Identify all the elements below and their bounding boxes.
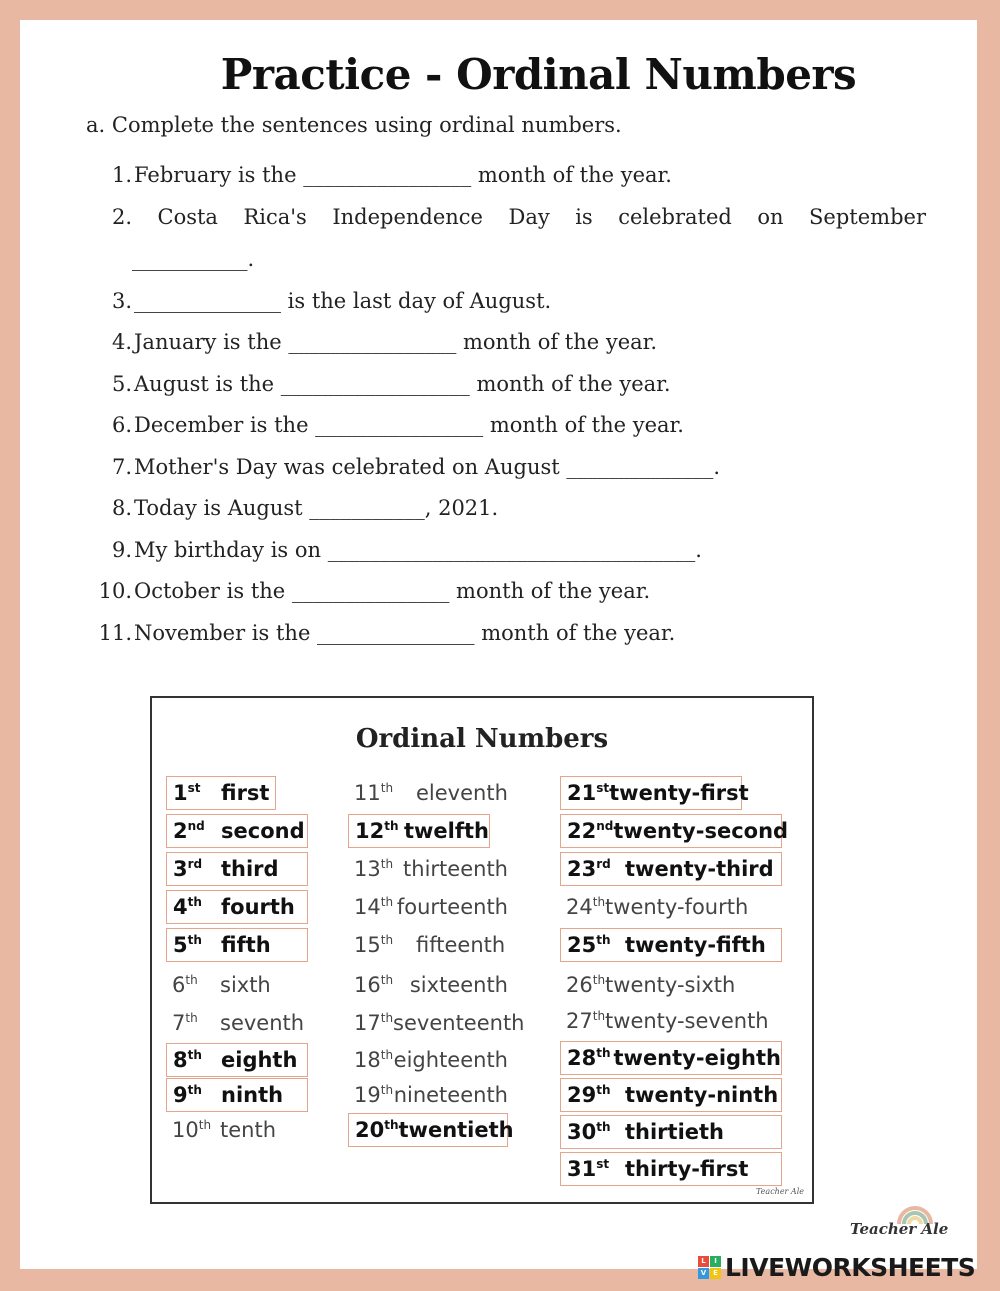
ordinal-word: nineteenth bbox=[393, 1083, 508, 1107]
ordinal-cell bbox=[166, 1043, 308, 1077]
logo-letter: L bbox=[698, 1256, 709, 1267]
question-text: August is the __________________ month of the year. bbox=[134, 372, 671, 396]
ordinal-cell bbox=[166, 890, 308, 924]
ordinal-cell bbox=[166, 968, 326, 1002]
ordinal-cell bbox=[560, 1041, 782, 1075]
question-text: My birthday is on ___________________________________. bbox=[134, 538, 702, 562]
ordinal-cell bbox=[166, 776, 276, 810]
ordinal-word: eighteenth bbox=[393, 1048, 508, 1072]
ordinal-number bbox=[166, 973, 220, 997]
ordinal-cell bbox=[348, 1078, 508, 1112]
ordinal-suffix: th bbox=[380, 781, 394, 795]
ordinal-suffix: nd bbox=[187, 819, 205, 833]
ordinal-word: eleventh bbox=[416, 781, 508, 805]
ordinal-digits: 10 bbox=[172, 1118, 199, 1142]
ordinal-cell bbox=[166, 1113, 326, 1147]
ordinal-digits: 19 bbox=[354, 1083, 381, 1107]
ordinal-word: twenty-fifth bbox=[625, 933, 766, 957]
question-text: February is the ________________ month of the year. bbox=[134, 163, 672, 187]
question-item bbox=[90, 579, 650, 603]
ordinal-number bbox=[348, 1083, 394, 1107]
ordinal-word: twenty-eighth bbox=[613, 1046, 781, 1070]
question-word: on bbox=[757, 205, 784, 229]
ordinal-digits: 21 bbox=[567, 781, 597, 805]
ordinal-word: thirtieth bbox=[625, 1120, 725, 1144]
ordinal-number bbox=[560, 973, 605, 997]
ordinal-word: thirty-first bbox=[625, 1157, 749, 1181]
liveworksheets-wordmark: LIVEWORKSHEETS bbox=[725, 1253, 976, 1282]
ordinal-suffix: th bbox=[380, 973, 394, 987]
question-number: 10. bbox=[98, 579, 132, 603]
ordinal-suffix: th bbox=[185, 973, 198, 987]
ordinal-digits: 23 bbox=[567, 857, 597, 881]
question-number: 3. bbox=[111, 289, 132, 313]
question-number: 2. bbox=[111, 205, 132, 229]
ordinal-cell bbox=[166, 852, 308, 886]
ordinal-cell bbox=[560, 928, 782, 962]
question-word: Costa bbox=[157, 205, 218, 229]
ordinal-suffix: th bbox=[187, 933, 202, 947]
ordinal-word: twenty-fourth bbox=[605, 895, 749, 919]
ordinal-suffix: th bbox=[596, 1120, 611, 1134]
ordinal-digits: 2 bbox=[173, 819, 188, 843]
question-item bbox=[90, 205, 926, 229]
ordinal-cell bbox=[560, 890, 749, 924]
ordinal-number bbox=[560, 1009, 605, 1033]
ordinal-suffix: th bbox=[380, 857, 394, 871]
ordinal-cell bbox=[560, 1004, 769, 1038]
ordinal-word: sixteenth bbox=[409, 973, 508, 997]
ordinal-suffix: th bbox=[198, 1118, 212, 1132]
question-text: October is the _______________ month of the year. bbox=[134, 579, 651, 603]
ordinal-suffix: st bbox=[596, 1157, 610, 1171]
ordinal-digits: 7 bbox=[172, 1011, 186, 1035]
ordinal-digits: 5 bbox=[173, 933, 188, 957]
question-item bbox=[90, 455, 720, 479]
question-number: 4. bbox=[111, 330, 132, 354]
ordinal-digits: 18 bbox=[354, 1048, 381, 1072]
ordinal-cell bbox=[166, 1078, 308, 1112]
ordinal-number bbox=[561, 933, 625, 957]
ordinal-word: twenty-seventh bbox=[605, 1009, 769, 1033]
question-item bbox=[90, 372, 671, 396]
ordinal-digits: 8 bbox=[173, 1048, 188, 1072]
ordinal-digits: 30 bbox=[567, 1120, 597, 1144]
ordinal-word: thirteenth bbox=[403, 857, 508, 881]
ordinal-word: seventh bbox=[220, 1011, 305, 1035]
ordinal-digits: 27 bbox=[566, 1009, 593, 1033]
ordinal-cell bbox=[348, 1043, 508, 1077]
ordinal-suffix: th bbox=[185, 1011, 198, 1025]
ordinal-number bbox=[348, 895, 397, 919]
ordinal-cell bbox=[560, 968, 736, 1002]
ordinal-suffix: th bbox=[380, 1011, 394, 1025]
ordinal-digits: 24 bbox=[566, 895, 593, 919]
ordinal-digits: 20 bbox=[355, 1118, 385, 1142]
ordinal-number bbox=[167, 857, 221, 881]
ordinal-word: eighth bbox=[221, 1048, 298, 1072]
ordinal-number bbox=[561, 819, 613, 843]
ordinal-number bbox=[561, 1157, 625, 1181]
ordinal-cell bbox=[166, 928, 308, 962]
question-word: Independence bbox=[332, 205, 483, 229]
ordinal-digits: 15 bbox=[354, 933, 381, 957]
ordinal-number bbox=[348, 973, 410, 997]
ordinal-suffix: st bbox=[596, 781, 610, 795]
ordinal-word: fifteenth bbox=[416, 933, 506, 957]
ordinal-word: twenty-second bbox=[613, 819, 789, 843]
question-text: November is the _______________ month of the year. bbox=[134, 621, 676, 645]
ordinal-word: twenty-ninth bbox=[625, 1083, 779, 1107]
question-number: 6. bbox=[111, 413, 132, 437]
ordinal-suffix: th bbox=[384, 819, 399, 833]
question-item bbox=[90, 621, 675, 645]
ordinal-cell bbox=[560, 1152, 782, 1186]
ordinal-cell bbox=[348, 968, 508, 1002]
ordinal-suffix: th bbox=[380, 895, 394, 909]
ordinal-suffix: th bbox=[592, 895, 606, 909]
ordinal-number bbox=[561, 1083, 625, 1107]
ordinal-numbers-chart bbox=[150, 696, 814, 1204]
logo-letter: I bbox=[710, 1256, 721, 1267]
worksheet-page bbox=[20, 20, 977, 1269]
question-item bbox=[90, 163, 672, 187]
ordinal-digits: 13 bbox=[354, 857, 381, 881]
question-item bbox=[90, 496, 498, 520]
question-word: is bbox=[575, 205, 593, 229]
ordinal-number bbox=[348, 1011, 393, 1035]
question-number: 1. bbox=[111, 163, 132, 187]
question-number: 9. bbox=[111, 538, 132, 562]
ordinal-number bbox=[561, 1046, 614, 1070]
ordinal-suffix: rd bbox=[187, 857, 203, 871]
ordinal-number bbox=[167, 895, 221, 919]
ordinal-number bbox=[561, 857, 625, 881]
ordinal-number bbox=[561, 781, 609, 805]
ordinal-word: tenth bbox=[220, 1118, 277, 1142]
liveworksheets-brand bbox=[698, 1253, 975, 1282]
ordinal-number bbox=[560, 895, 605, 919]
ordinal-number bbox=[167, 781, 221, 805]
ordinal-word: fourteenth bbox=[396, 895, 508, 919]
ordinal-digits: 31 bbox=[567, 1157, 597, 1181]
chart-watermark: Teacher Ale bbox=[755, 1187, 804, 1196]
instruction-text: a. Complete the sentences using ordinal numbers. bbox=[86, 113, 622, 137]
ordinal-digits: 12 bbox=[355, 819, 385, 843]
ordinal-cell bbox=[560, 1078, 782, 1112]
teacher-signature: Teacher Ale bbox=[850, 1220, 949, 1238]
chart-title: Ordinal Numbers bbox=[355, 724, 609, 754]
question-item bbox=[90, 330, 657, 354]
ordinal-word: twenty-third bbox=[625, 857, 774, 881]
ordinal-digits: 16 bbox=[354, 973, 381, 997]
ordinal-number bbox=[167, 933, 221, 957]
ordinal-number bbox=[167, 819, 221, 843]
ordinal-digits: 14 bbox=[354, 895, 381, 919]
ordinal-word: twenty-first bbox=[609, 781, 749, 805]
ordinal-number bbox=[167, 1083, 221, 1107]
question-text: Mother's Day was celebrated on August ______________. bbox=[134, 455, 721, 479]
ordinal-suffix: th bbox=[187, 895, 202, 909]
ordinal-suffix: th bbox=[380, 933, 394, 947]
ordinal-word: twentieth bbox=[398, 1118, 514, 1142]
ordinal-number bbox=[166, 1118, 220, 1142]
ordinal-digits: 11 bbox=[354, 781, 381, 805]
ordinal-number bbox=[348, 933, 416, 957]
ordinal-suffix: th bbox=[596, 933, 611, 947]
question-item bbox=[90, 413, 684, 437]
ordinal-word: ninth bbox=[221, 1083, 284, 1107]
page-title: Practice - Ordinal Numbers bbox=[220, 50, 857, 99]
ordinal-suffix: th bbox=[592, 1009, 606, 1023]
ordinal-cell bbox=[166, 1006, 326, 1040]
ordinal-cell bbox=[560, 1115, 782, 1149]
ordinal-word: sixth bbox=[220, 973, 271, 997]
question-word: celebrated bbox=[618, 205, 732, 229]
ordinal-word: seventeenth bbox=[393, 1011, 525, 1035]
question-number: 7. bbox=[111, 455, 132, 479]
ordinal-suffix: th bbox=[380, 1048, 394, 1062]
question-word: Rica's bbox=[243, 205, 307, 229]
ordinal-digits: 22 bbox=[567, 819, 597, 843]
question-word: September bbox=[809, 205, 926, 229]
ordinal-cell bbox=[348, 1006, 525, 1040]
ordinal-cell bbox=[348, 852, 508, 886]
ordinal-digits: 28 bbox=[567, 1046, 597, 1070]
ordinal-digits: 6 bbox=[172, 973, 186, 997]
ordinal-number bbox=[167, 1048, 221, 1072]
question-text: ______________ is the last day of August. bbox=[134, 289, 552, 313]
ordinal-cell bbox=[348, 1113, 514, 1147]
ordinal-cell bbox=[348, 814, 490, 848]
ordinal-word: first bbox=[221, 781, 270, 805]
ordinal-cell bbox=[348, 890, 508, 924]
question-text: Today is August ___________, 2021. bbox=[134, 496, 499, 520]
ordinal-cell bbox=[348, 776, 508, 810]
question-number: 5. bbox=[111, 372, 132, 396]
liveworksheets-logo-icon bbox=[698, 1256, 721, 1279]
ordinal-digits: 3 bbox=[173, 857, 188, 881]
question-item bbox=[90, 538, 702, 562]
ordinal-digits: 17 bbox=[354, 1011, 381, 1035]
question-item bbox=[132, 247, 254, 271]
ordinal-number bbox=[561, 1120, 625, 1144]
ordinal-number bbox=[349, 1118, 399, 1142]
ordinal-digits: 25 bbox=[567, 933, 597, 957]
logo-letter: E bbox=[710, 1268, 721, 1279]
ordinal-cell bbox=[166, 814, 308, 848]
ordinal-digits: 1 bbox=[173, 781, 188, 805]
ordinal-word: fourth bbox=[221, 895, 295, 919]
ordinal-suffix: st bbox=[187, 781, 201, 795]
question-number: 8. bbox=[111, 496, 132, 520]
ordinal-word: fifth bbox=[221, 933, 271, 957]
ordinal-suffix: th bbox=[380, 1083, 394, 1097]
ordinal-suffix: th bbox=[384, 1118, 399, 1132]
ordinal-cell bbox=[560, 776, 749, 810]
ordinal-digits: 29 bbox=[567, 1083, 597, 1107]
ordinal-number bbox=[166, 1011, 220, 1035]
ordinal-digits: 9 bbox=[173, 1083, 188, 1107]
ordinal-suffix: rd bbox=[596, 857, 611, 871]
question-word: Day bbox=[508, 205, 550, 229]
question-text: December is the ________________ month of the year. bbox=[134, 413, 684, 437]
ordinal-number bbox=[348, 1048, 394, 1072]
question-number: 11. bbox=[98, 621, 132, 645]
ordinal-suffix: nd bbox=[596, 819, 614, 833]
ordinal-word: twenty-sixth bbox=[605, 973, 736, 997]
ordinal-cell bbox=[348, 928, 508, 962]
logo-letter: V bbox=[698, 1268, 709, 1279]
ordinal-word: second bbox=[221, 819, 305, 843]
ordinal-suffix: th bbox=[592, 973, 606, 987]
ordinal-digits: 4 bbox=[173, 895, 188, 919]
question-item bbox=[90, 289, 551, 313]
ordinal-word: twelfth bbox=[403, 819, 489, 843]
ordinal-suffix: th bbox=[596, 1083, 611, 1097]
ordinal-cell bbox=[560, 814, 789, 848]
ordinal-suffix: th bbox=[187, 1083, 202, 1097]
ordinal-digits: 26 bbox=[566, 973, 593, 997]
ordinal-number bbox=[348, 781, 416, 805]
ordinal-number bbox=[348, 857, 403, 881]
ordinal-word: third bbox=[221, 857, 279, 881]
ordinal-suffix: th bbox=[187, 1048, 202, 1062]
ordinal-cell bbox=[560, 852, 782, 886]
ordinal-number bbox=[349, 819, 404, 843]
question-text: ___________. bbox=[132, 247, 255, 271]
question-text: January is the ________________ month of the year. bbox=[134, 330, 658, 354]
ordinal-suffix: th bbox=[596, 1046, 611, 1060]
